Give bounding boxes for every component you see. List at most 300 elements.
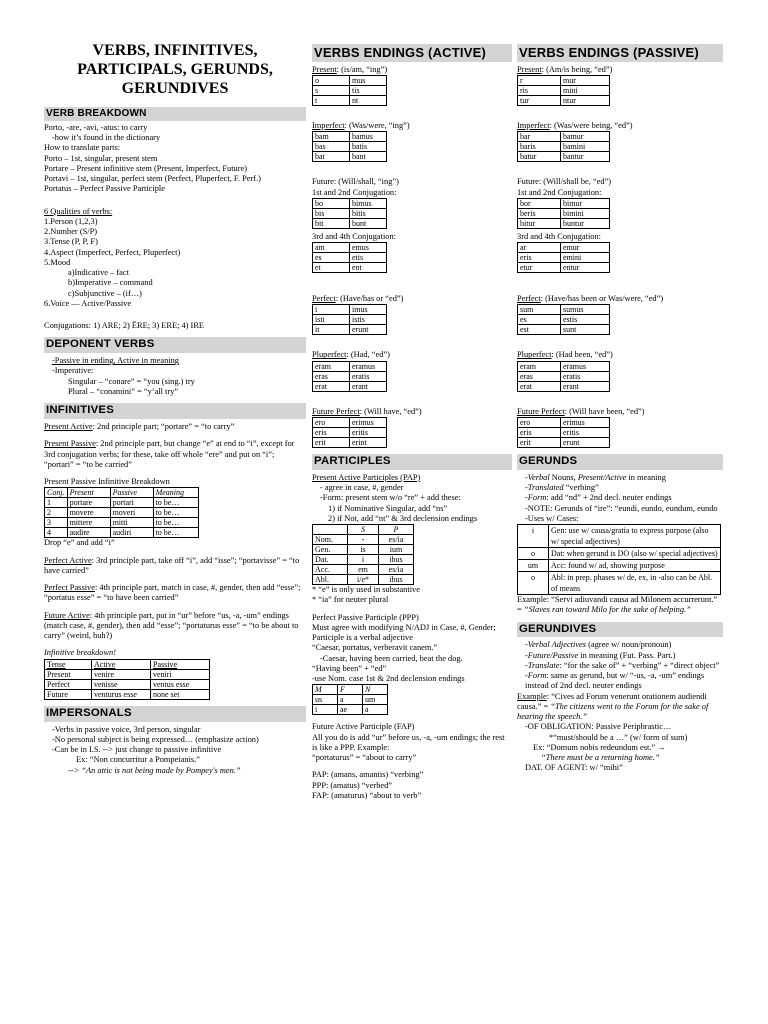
tense-label [517,121,723,131]
table-row [518,548,721,560]
table-row [518,132,610,142]
cell: batur [518,152,561,162]
label: Perfect [312,294,336,304]
label: Pluperfect [312,350,347,360]
column-left [44,40,306,776]
tense-label: Future: (Will/shall, “ing”) [312,177,399,187]
text-line: “Caesar, portatus, verberavit canem.” [312,643,438,653]
cell: est [518,325,561,335]
label: Future Active [44,610,90,620]
tense-label [312,121,512,131]
text-line: -Verbs in passive voice, 3rd person, singular [52,724,201,734]
table-row [518,243,610,253]
table-header: Active [92,659,151,669]
cell: Perfect [45,679,92,689]
tense-label [312,294,512,304]
table-row [518,208,610,218]
cell: erimus [561,417,610,427]
text-line [517,640,723,650]
future-perfect-active-table [312,417,387,448]
cell: em [348,565,379,575]
cell: eramus [561,361,610,371]
cell: us [313,695,338,705]
cell: bat [313,152,350,162]
text-line: Present Active Participles (PAP) [312,472,421,482]
column-middle [312,40,512,801]
table-row [45,528,199,538]
label: Present Passive [44,439,96,449]
cell: beris [518,208,561,218]
cell: erat [518,381,561,391]
cell: ar [518,243,561,253]
future-perfect-passive-table [517,417,610,448]
tense-label [517,65,723,75]
cell: to be… [153,508,198,518]
cell: erunt [561,437,610,447]
cell: eritis [350,427,387,437]
tense-label [312,407,512,417]
cell: estis [561,315,610,325]
table-header: N [363,685,388,695]
text-line: PAP: (amans, amantis) “verbing” [312,770,424,780]
text: : (Have/has or “ed”) [335,294,404,304]
table-row [313,381,387,391]
table-row [518,198,610,208]
cell: Abl: in prep. phases w/ de, ex, in -also can be Abl. of means [549,572,721,595]
text-line [517,651,723,661]
text: : “for the sake of” + “verbing” + “direct object” [559,660,720,670]
cell: audire [67,528,110,538]
infinitive-breakdown-table [44,659,210,700]
gerundives-heading: GERUNDIVES [517,622,723,638]
cell: to be… [153,498,198,508]
cell: audiri [110,528,153,538]
table-row [313,315,387,325]
cell: tis [350,86,387,96]
pluperfect-passive-table [517,361,610,392]
table-header: Passive [151,659,210,669]
text-line: 5.Mood [44,257,71,267]
table-row [518,96,610,106]
table-row [45,679,210,689]
cell: bant [350,152,387,162]
ppp-endings-table [312,684,388,715]
table-row [313,152,387,162]
column-right [517,40,723,774]
cell: bimus [350,198,387,208]
gerunds-heading: GERUNDS [517,454,723,470]
text: : (Had been, “ed”) [551,350,613,360]
text-line: *“must/should be a …” (w/ form of sum) [549,732,688,742]
text-line: 3.Tense (P, P, F) [44,237,98,247]
cell: baris [518,142,561,152]
cell: etur [518,263,561,273]
text-line [44,583,306,604]
label: Pluperfect [517,350,552,360]
text-line: Ex: “Non concurritur a Pompeianis.” [76,755,200,765]
table-row [313,361,387,371]
text-line: --> “An attic is not being made by Pompey's men.” [68,765,241,775]
table-row [313,86,387,96]
table-header: Passive [110,488,153,498]
imperfect-passive-table [517,131,610,162]
text-line: -how it’s found in the dictionary [52,133,161,143]
cell: bam [313,132,350,142]
cell: isti [313,315,350,325]
table-row [518,417,610,427]
title-line: PARTICIPALS, GERUNDS, [77,60,273,78]
text-line: Perfect Passive Participle (PPP) [312,612,419,622]
cell: um [363,695,388,705]
table-header: Tense [45,659,92,669]
cell: veniri [151,669,210,679]
text: “The citizens went to the Forum for the sake of hearing the speech.” [517,701,709,722]
cell: to be… [153,518,198,528]
cell: bitur [518,218,561,228]
cell: bamus [350,132,387,142]
table-row [313,437,387,447]
table-row [518,437,610,447]
text-line: Ex: “Domum nobis redeundum est.” → [533,742,666,752]
text: -Form [525,493,547,503]
cell: eratis [350,371,387,381]
table-row [313,695,388,705]
text-line [44,422,306,432]
table-row [518,572,721,595]
text: : (Am/is being, “ed”) [541,64,613,74]
cell: i/e* [348,575,379,585]
cell: none set [151,689,210,699]
present-active-table [312,75,387,106]
text-line: 2.Number (S/P) [44,227,98,237]
table-row [518,218,610,228]
text-line: How to translate parts: [44,143,121,153]
table-row [313,76,387,86]
label: Imperfect [517,121,550,131]
table-row [518,560,721,572]
cell: to be… [153,528,198,538]
text-line: PPP: (amatus) “verbed” [312,780,393,790]
cell: eris [518,253,561,263]
text: -Form [525,671,547,681]
table-row [518,263,610,273]
cell: emus [350,243,387,253]
cell: Present [45,669,92,679]
text-line: -Caesar, having been carried, beat the dog. [320,653,463,663]
cell: Dat: when gerund is DO (also w/ special adjectives) [549,548,721,560]
text-line: -Can be in I.S. --> just change to passive infinitive [52,745,222,755]
cell: ero [313,417,350,427]
table-row [45,498,199,508]
table-row [313,305,387,315]
cell: venire [92,669,151,679]
cell: ntur [561,96,610,106]
text-line [44,556,306,577]
perfect-active-table [312,304,387,335]
conj-label: 3rd and 4th Conjugation: [312,231,396,241]
label: Example [517,691,547,701]
table-row [45,689,210,699]
cell: istis [350,315,387,325]
cell: o [518,572,549,595]
table-row [313,565,414,575]
cell: mini [561,86,610,96]
cell: etis [350,253,387,263]
table-row [518,371,610,381]
cell: a [338,695,363,705]
cell: Acc: found w/ ad, showing purpose [549,560,721,572]
text-line: Must agree with modifying N/ADJ in Case, #, Gender; Participle is a verbal adjective [312,622,496,643]
pap-endings-table [312,524,414,585]
cell: Gen. [313,545,348,555]
text-line [517,671,723,692]
text-line: “portaturus” = “about to carry” [312,753,417,763]
cell: ibus [379,555,414,565]
table-row [518,253,610,263]
cell: o [313,76,350,86]
cell: Nom. [313,535,348,545]
label: Perfect [517,294,541,304]
text-line: -NOTE: Gerunds of “ire”: “eundi, eundo, eundum, eundo [525,503,718,513]
text-line: Porto – 1st, singular, present stem [44,153,158,163]
cell: eris [313,427,350,437]
active-endings-heading: VERBS ENDINGS (ACTIVE) [312,44,512,62]
text: -Verbal [525,472,550,482]
cell: moveri [110,508,153,518]
text: : 2nd principle part, but change “e” at end to “i”, except for 3rd conjugation verbs; for these, take off whole “ere” and put on “i”; “portari” = “to be carried” [44,439,295,469]
cell: 2 [45,508,68,518]
text: : (Have/has been or Was/were, “ed”) [540,294,664,304]
table-row [45,669,210,679]
conj-label: 1st and 2nd Conjugation: [517,187,602,197]
text: -Translated [525,483,564,493]
text: -Verbal Adjectives [525,640,587,650]
cell: bar [518,132,561,142]
future-12-active-table [312,198,387,229]
future-34-passive-table [517,242,610,273]
text-line: Drop “e” and add “i” [44,538,115,548]
table-header: F [338,685,363,695]
cell: ris [518,86,561,96]
text-line: Porto, -are, -avi, -atus: to carry [44,122,148,132]
label: Present [312,64,337,74]
cell: um [518,560,549,572]
text: Present/Active [577,472,627,482]
cell: bunt [350,218,387,228]
text: “Slaves ran toward Milo for the sake of helping.” [523,605,691,615]
cell: eris [518,427,561,437]
text-line [517,661,723,671]
text: Nouns, [549,472,578,482]
cell: eras [313,371,350,381]
text-line: -use Nom. case 1st & 2nd declension endings [312,674,465,684]
text-line: 1) if Nominative Singular, add “ns” [328,503,448,513]
cell: Dat. [313,555,348,565]
deponent-heading: DEPONENT VERBS [44,337,306,353]
table-title: Present Passive Infinitive Breakdown [44,477,170,487]
cell: ae [338,705,363,715]
text-line: Plural – “conamini” = “y’all try” [68,386,179,396]
table-row [518,152,610,162]
cell: mittere [67,518,110,528]
table-row [518,325,610,335]
tense-label [312,65,512,75]
passive-infinitive-table [44,487,199,538]
cell: venturus esse [92,689,151,699]
cell: Acc. [313,565,348,575]
cell: eratis [561,371,610,381]
cell: a [363,705,388,715]
text-line: “There must be a returning home.” [541,753,660,763]
verb-breakdown-heading: VERB BREAKDOWN [44,107,306,121]
cell: am [313,243,350,253]
text-line [517,473,723,483]
cell: eritis [561,427,610,437]
cell: erant [561,381,610,391]
cell: eram [313,361,350,371]
cell: erint [350,437,387,447]
perfect-passive-table [517,304,610,335]
cell: ero [518,417,561,427]
cell: es [313,253,350,263]
table-row [518,315,610,325]
text-line: FAP: (amaturus) “about to verb” [312,790,422,800]
text-line: - agree in case, #, gender [320,483,404,493]
cell: et [313,263,350,273]
text: “verbing” [563,483,599,493]
cell: bamur [561,132,610,142]
cell: r [518,76,561,86]
text: : (is/am, “ing”) [336,64,388,74]
label: Perfect Active [44,555,92,565]
cell: i [518,525,549,548]
text: : (Will have been, “ed”) [564,406,645,416]
table-row [313,208,387,218]
cell: it [313,325,350,335]
cell: Future [45,689,92,699]
cell: es [518,315,561,325]
cell: sum [518,305,561,315]
table-header: M [313,685,338,695]
table-row [518,142,610,152]
future-34-active-table [312,242,387,273]
text: in meaning (Fut. Pass. Part.) [578,650,676,660]
cell: erimus [350,417,387,427]
table-header: Conj. [45,488,68,498]
cell: venisse [92,679,151,689]
cell: emur [561,243,610,253]
table-row [313,427,387,437]
table-row [313,705,388,715]
table-row [313,253,387,263]
table-row [518,305,610,315]
text-line: -Passive in ending, Active in meaning [52,356,179,366]
text-line: b)Imperative – command [68,278,153,288]
text-line: c)Subjunctive – (if…) [68,288,142,298]
page-title [44,42,306,99]
cell: i [348,555,379,565]
text: : (Will have, “ed”) [359,406,422,416]
cell: es/ia [379,535,414,545]
pluperfect-active-table [312,361,387,392]
table-row [313,545,414,555]
cell: bor [518,198,561,208]
table-row [313,263,387,273]
table-row [518,525,721,548]
cell: bo [313,198,350,208]
cell: eramus [350,361,387,371]
table-row [313,243,387,253]
footnote: * “ia” for neuter plural [312,595,389,605]
text-line: “Having been” + “ed” [312,663,387,673]
table-header: P [379,525,414,535]
text: : (Was/were being, “ed”) [549,121,633,131]
text-line: -Uses w/ Cases: [525,513,579,523]
footnote: * “e” is only used in substantive [312,585,420,595]
text-line: -Imperative: [52,366,94,376]
passive-endings-heading: VERBS ENDINGS (PASSIVE) [517,44,723,62]
table-row [518,86,610,96]
table-row [313,132,387,142]
text-line [517,483,723,493]
table-row [313,555,414,565]
cell: erant [350,381,387,391]
text-line: -OF OBLIGATION: Passive Periphrastic… [525,722,672,732]
text: : (Was/were, “ing”) [344,121,410,131]
cell: movere [67,508,110,518]
label: Imperfect [312,121,345,131]
conj-label: 1st and 2nd Conjugation: [312,187,397,197]
cell: entur [561,263,610,273]
table-row [45,518,199,528]
table-row [313,417,387,427]
label: Perfect Passive [44,583,95,593]
text-line [517,692,723,723]
cell: erit [518,437,561,447]
cell: eram [518,361,561,371]
text-line [44,439,306,470]
text: : 4th principle part, put in “ur” before “us, -a, -um” endings (match case, #, gender), then add “esse”; “portaturus esse” = “to be about to carry” (weird, huh?) [44,610,299,641]
infinitives-heading: INFINITIVES [44,403,306,419]
cell: batis [350,142,387,152]
cell: t [313,96,350,106]
qualities-title: 6 Qualities of verbs: [44,206,113,216]
cell: bis [313,208,350,218]
text-line: 1.Person (1,2,3) [44,216,98,226]
conj-label: 3rd and 4th Conjugation: [517,231,601,241]
cell: o [518,548,549,560]
cell: 3 [45,518,68,528]
text-line: 4.Aspect (Imperfect, Perfect, Pluperfect) [44,247,181,257]
text-line [44,611,306,642]
cell: 1 [45,498,68,508]
text-line: Portare – Present infinitive stem (Present, Imperfect, Future) [44,163,248,173]
table-row [518,381,610,391]
participles-heading: PARTICIPLES [312,454,512,470]
title-line: GERUNDIVES [121,79,229,97]
cell: eras [518,371,561,381]
table-row [313,325,387,335]
text-line: Singular – “conare” = “you (sing.) try [68,376,195,386]
text: : 2nd principle part; “portare” = “to carry” [92,422,235,432]
tense-label [517,407,723,417]
cell: i [313,705,338,715]
text: : same as gerund, but w/ “-us, -a, -um” endings instead of 2nd decl. neuter endings [525,671,705,691]
text-line: Future Active Participle (FAP) [312,722,415,732]
cell: erunt [350,325,387,335]
label: Future Perfect [312,406,360,416]
table-row [518,361,610,371]
